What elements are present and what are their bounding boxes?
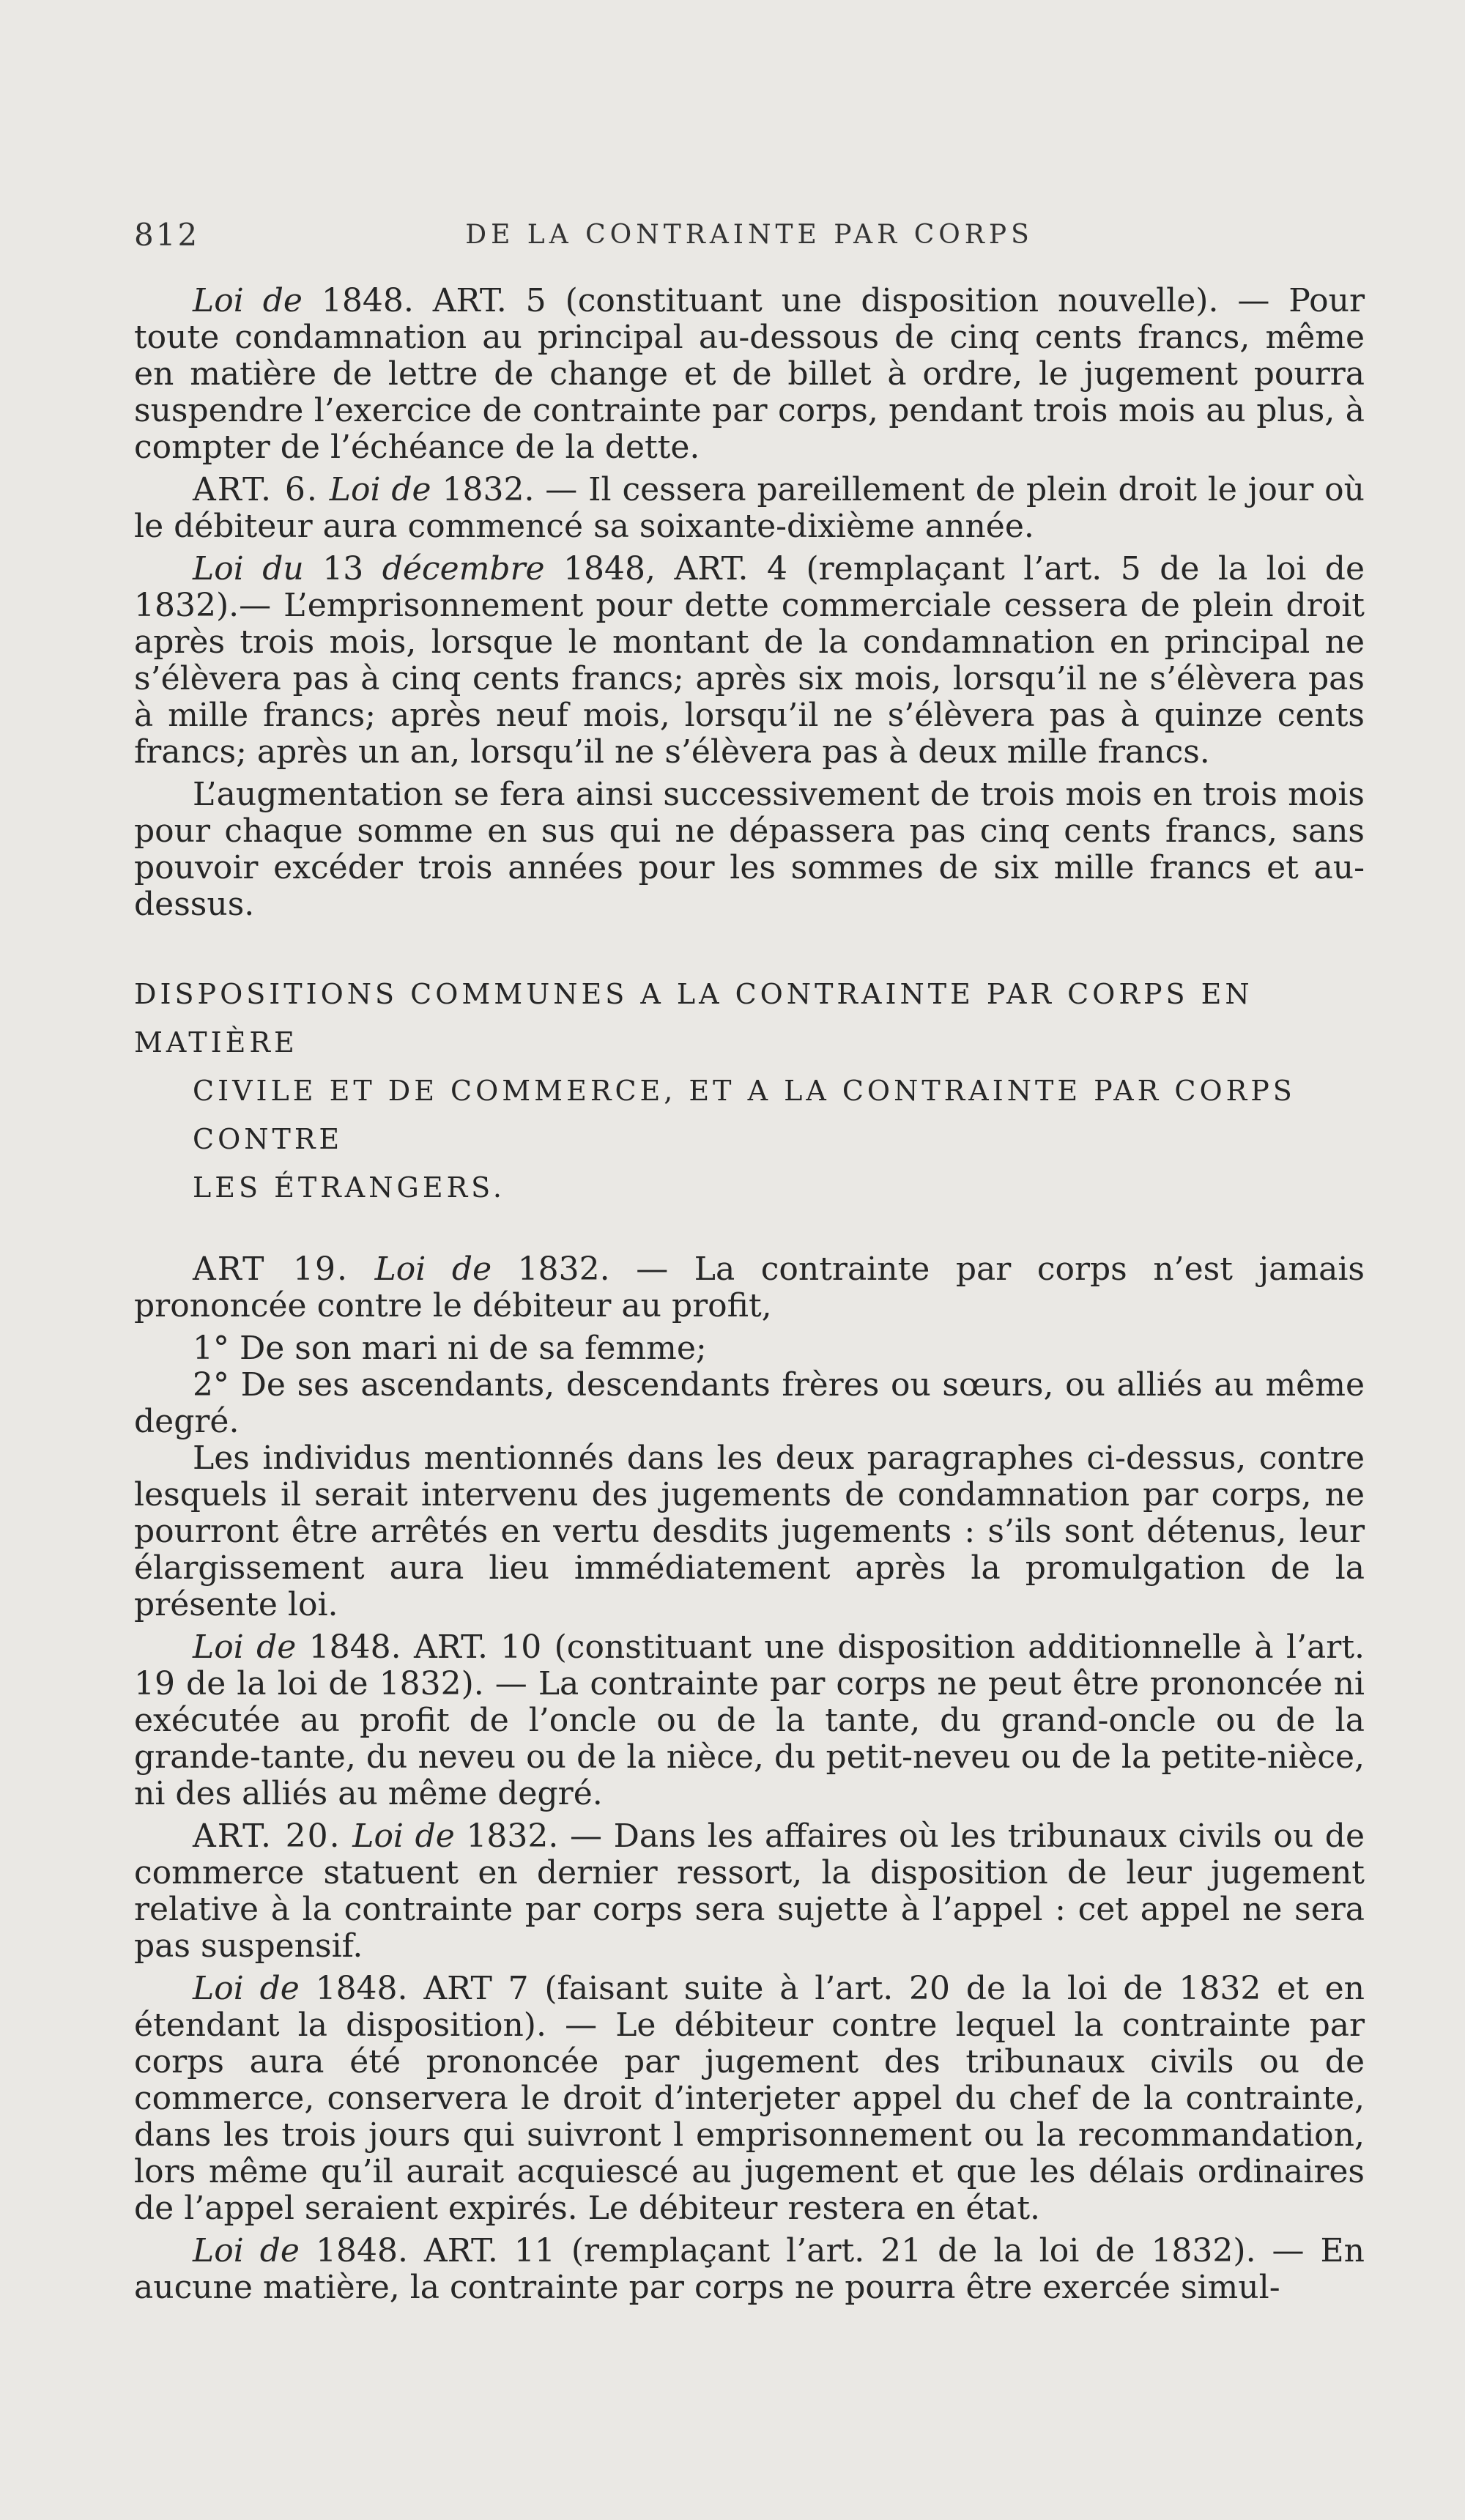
- list-item: 1° De son mari ni de sa femme;: [193, 1330, 707, 1367]
- paragraph-text: 1832. — Dans les affaires où les tribunaux civils ou de commerce statuent en dernier ressort, la disposition de leur jugement relative à la contrainte par corps sera sujette à l’appel : cet appel ne sera pas suspensif.: [134, 1817, 1365, 1965]
- section-heading: [134, 970, 1365, 1212]
- paragraph-text: 1848. ART. 11 (remplaçant l’art. 21 de la loi de 1832). — En aucune matière, la contrainte par corps ne pourra être exercée simul-: [134, 2232, 1365, 2306]
- section-heading-line-3: LES ÉTRANGERS.: [193, 1171, 505, 1204]
- paragraph-text: 1832. — Il cessera pareillement de plein droit le jour où le débiteur aura commencé sa soixante-dixième année.: [134, 471, 1365, 545]
- paragraph-art-20: [134, 1818, 1365, 1965]
- paragraph-text: 1848. ART. 10 (constituant une disposition additionnelle à l’art. 19 de la loi de 1832). — La contrainte par corps ne peut être prononcée ni exécutée au profit de l’oncle ou de la tante, du grand-oncle ou de la grande-tante, du neveu ou de la nièce, du petit-neveu ou de la petite-nièce, ni des alliés au même degré.: [134, 1628, 1365, 1812]
- page-number: 812: [134, 217, 200, 253]
- article-label: ART. 20.: [193, 1817, 341, 1855]
- paragraph-loi-1848-art-5: [134, 283, 1365, 466]
- running-head: DE LA CONTRAINTE PAR CORPS: [465, 220, 1034, 250]
- law-label: Loi de: [329, 471, 431, 508]
- date-month: décembre: [382, 550, 545, 588]
- paragraph-loi-1848-art-11: [134, 2233, 1365, 2306]
- paragraph-text: 1832. — La contrainte par corps n’est jamais prononcée contre le débiteur au profit,: [134, 1250, 1365, 1324]
- law-label: Loi de: [352, 1817, 455, 1855]
- paragraph-art-19: [134, 1251, 1365, 1324]
- law-label: Loi de: [193, 2232, 300, 2269]
- paragraph-loi-1848-art-10: [134, 1629, 1365, 1812]
- law-label: Loi de: [193, 1970, 300, 2007]
- paragraph-text: 1848, ART. 4 (remplaçant l’art. 5 de la loi de 1832).— L’emprisonnement pour dette commerciale cessera de plein droit après trois mois, lorsque le montant de la condamnation en principal ne s’élèvera pas à cinq cents francs; après six mois, lorsqu’il ne s’élèvera pas à mille francs; après neuf mois, lorsqu’il ne s’élèvera pas à quinze cents francs; après un an, lorsqu’il ne s’élèvera pas à deux mille francs.: [134, 550, 1365, 771]
- paragraph-individus: Les individus mentionnés dans les deux paragraphes ci-dessus, contre lesquels il serait intervenu des jugements de condamnation par corps, ne pourront être arrêtés en vertu desdits jugements : s’ils sont détenus, leur élargissement aura lieu immédiatement après la promulgation de la présente loi.: [134, 1439, 1365, 1623]
- law-label: Loi de: [374, 1250, 492, 1288]
- paragraph-art-6: [134, 472, 1365, 545]
- page-header: [134, 217, 1365, 261]
- article-label: ART 19.: [193, 1250, 349, 1288]
- law-label: Loi du: [193, 550, 304, 588]
- paragraph-text: 1848. ART. 5 (constituant une disposition nouvelle). — Pour toute condamnation au principal au-dessous de cinq cents francs, même en matière de lettre de change et de billet à ordre, le jugement pourra suspendre l’exercice de contrainte par corps, pendant trois mois au plus, à compter de l’échéance de la dette.: [134, 282, 1365, 466]
- paragraph-loi-1848-art-7: [134, 1971, 1365, 2227]
- paragraph-augmentation: L’augmentation se fera ainsi successivement de trois mois en trois mois pour chaque somme en sus qui ne dépassera pas cinq cents francs, sans pouvoir excéder trois années pour les sommes de six mille francs et au-dessus.: [134, 776, 1365, 923]
- section-heading-line-1: DISPOSITIONS COMMUNES A LA CONTRAINTE PAR CORPS EN MATIÈRE: [134, 978, 1253, 1059]
- date-day: 13: [303, 550, 382, 588]
- paragraph-loi-13-decembre-1848: [134, 551, 1365, 771]
- article-label: ART. 6.: [193, 471, 319, 508]
- page-body: [134, 283, 1365, 2312]
- law-label: Loi de: [193, 1628, 297, 1666]
- law-label: Loi de: [193, 282, 303, 319]
- list-item: 2° De ses ascendants, descendants frères ou sœurs, ou alliés au même degré.: [134, 1366, 1365, 1440]
- paragraph-text: 1848. ART 7 (faisant suite à l’art. 20 de la loi de 1832 et en étendant la disposition). — Le débiteur contre lequel la contrainte par corps aura été prononcée par jugement des tribunaux civils ou de commerce, conservera le droit d’interjeter appel du chef de la contrainte, dans les trois jours qui suivront l emprisonnement ou la recommandation, lors même qu’il aurait acquiescé au jugement et que les délais ordinaires de l’appel seraient expirés. Le débiteur restera en état.: [134, 1970, 1365, 2227]
- section-heading-line-2: CIVILE ET DE COMMERCE, ET A LA CONTRAINTE PAR CORPS CONTRE: [193, 1075, 1296, 1155]
